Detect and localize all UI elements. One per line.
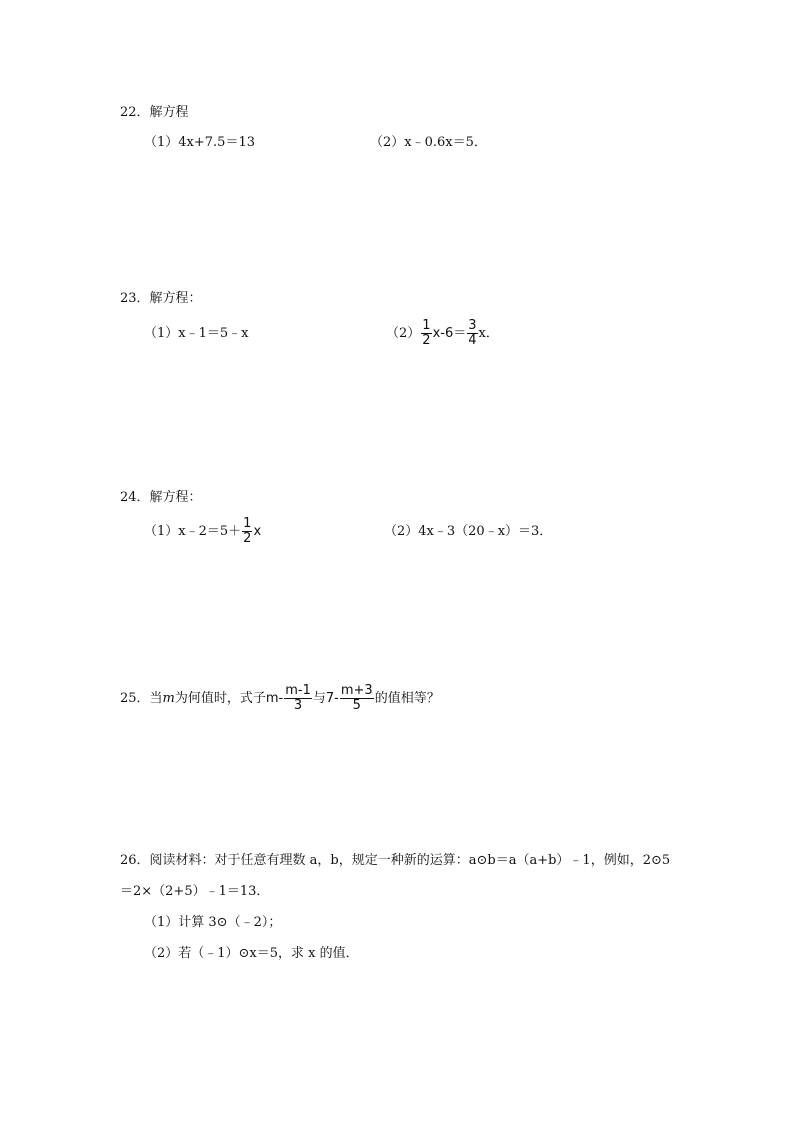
q25-fraction-1 <box>284 684 312 713</box>
q25-variable: m <box>162 691 175 706</box>
q26-part2: （2）若（﹣1）⊙x＝5，求 x 的值． <box>144 946 359 961</box>
q24-part1-end: x <box>253 524 262 539</box>
q26-line-1: 26．阅读材料：对于任意有理数 a，b，规定一种新的运算：a⊙b＝a（a+b）﹣1，例如，2⊙5 <box>120 853 671 868</box>
q22-part1-label: （1） <box>144 135 179 150</box>
q25-question <box>120 682 440 716</box>
q24-fraction <box>242 517 252 546</box>
q23-fraction-2-numerator: 3 <box>468 318 477 333</box>
q24-part1 <box>144 516 261 548</box>
q26-line-2: ＝2×（2+5）﹣1＝13． <box>120 884 270 899</box>
q23-fraction-1-denominator: 2 <box>422 333 431 348</box>
q22-part2-label: （2） <box>370 135 405 150</box>
q25-prefix: 25．当 <box>120 691 163 706</box>
q22-part2-equation: x﹣0.6x＝5． <box>404 135 487 150</box>
q25-expression-2-prefix: 7- <box>325 691 339 706</box>
q25-end: 的值相等？ <box>374 691 440 706</box>
q23-part2-label: （2） <box>386 326 421 341</box>
q23-part2-middle: x-6＝ <box>432 326 467 341</box>
q23-fraction-2 <box>467 319 477 348</box>
q23-part1 <box>144 325 249 343</box>
q25-fraction-2 <box>340 684 374 713</box>
q25-middle-2: 与 <box>312 691 326 706</box>
q23-part1-label: （1） <box>144 326 179 341</box>
q23-part2 <box>386 318 499 350</box>
q26-part1: （1）计算 3⊙（﹣2）； <box>144 915 282 930</box>
q25-expression-1-prefix: m- <box>265 691 284 706</box>
q23-fraction-1-numerator: 1 <box>422 318 431 333</box>
q22-part1-equation: 4x+7.5＝13 <box>178 135 255 150</box>
q24-title: 24．解方程： <box>120 490 202 505</box>
q22-title: 22．解方程 <box>120 105 189 120</box>
q24-part2-equation: 4x﹣3（20﹣x）＝3． <box>418 524 553 539</box>
q24-part2 <box>384 523 552 541</box>
q23-fraction-1 <box>421 319 431 348</box>
q22-part1 <box>144 134 255 152</box>
q22-part2 <box>370 134 487 152</box>
q25-fraction-1-numerator: m-1 <box>285 683 311 698</box>
q24-part1-label: （1） <box>144 524 179 539</box>
q25-fraction-1-denominator: 3 <box>293 698 303 713</box>
q24-fraction-denominator: 2 <box>243 531 252 546</box>
q23-part1-equation: x﹣1＝5﹣x <box>178 326 249 341</box>
q25-fraction-2-denominator: 5 <box>352 698 361 713</box>
q24-part2-label: （2） <box>384 524 419 539</box>
q23-fraction-2-denominator: 4 <box>468 333 477 348</box>
q23-part2-end: x． <box>478 326 499 341</box>
q25-middle-1: 为何值时，式子 <box>174 691 266 706</box>
q24-part1-prefix: x﹣2＝5＋ <box>178 524 242 539</box>
q24-fraction-numerator: 1 <box>243 516 252 531</box>
q25-fraction-2-numerator: m+3 <box>340 683 373 698</box>
q23-title: 23．解方程： <box>120 291 202 306</box>
